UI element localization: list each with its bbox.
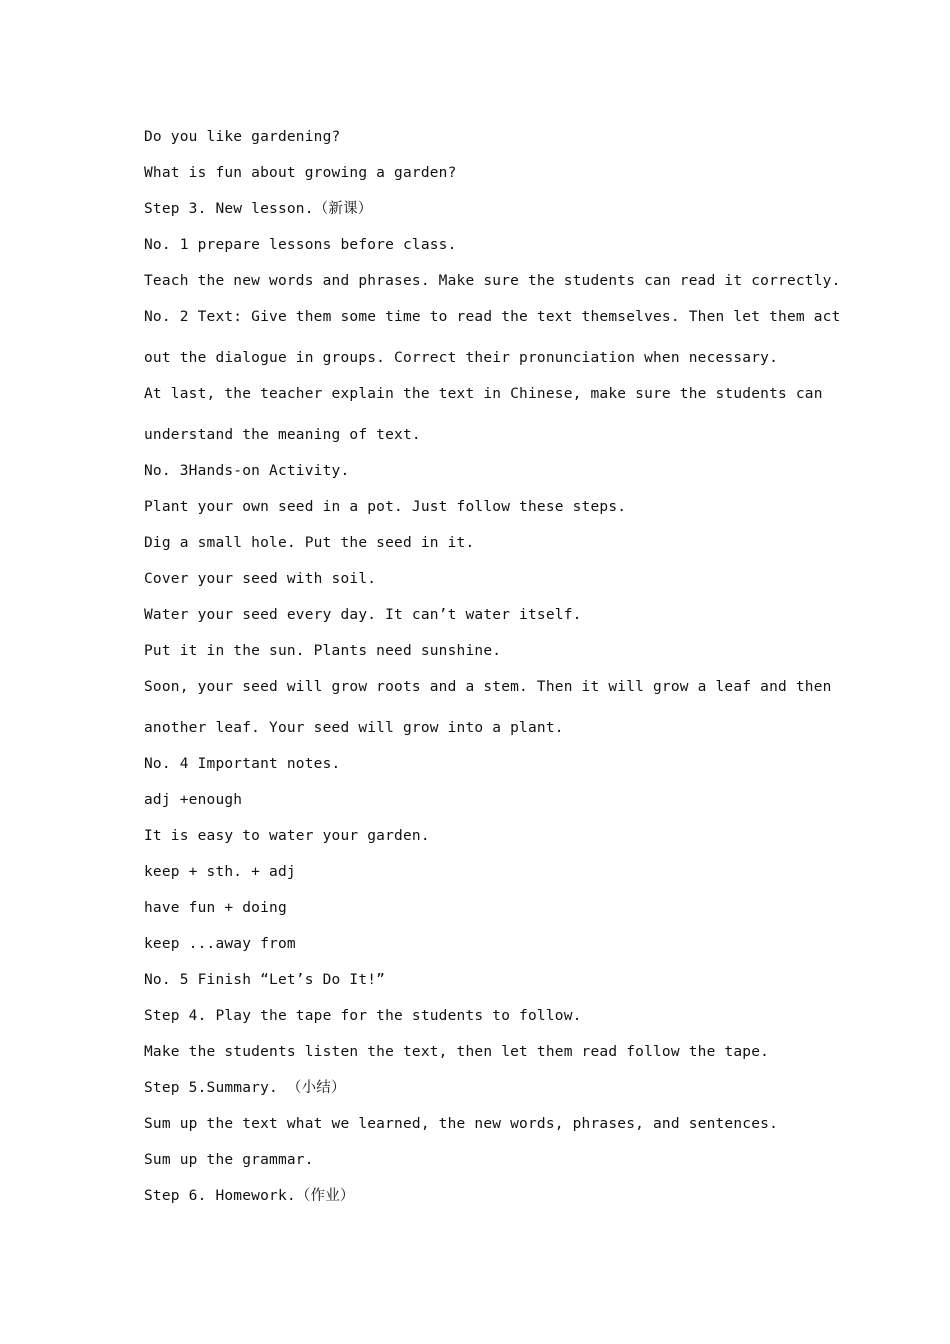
text-line: another leaf. Your seed will grow into a plant.	[144, 720, 564, 736]
text-line: No. 3Hands-on Activity.	[144, 463, 350, 479]
text-line: What is fun about growing a garden?	[144, 165, 457, 181]
text-line: Teach the new words and phrases. Make sure the students can read it correctly.	[144, 273, 841, 289]
step-heading: Step 4. Play the tape for the students to follow.	[144, 1008, 582, 1024]
text-line: keep ...away from	[144, 936, 296, 952]
text-line: Water your seed every day. It can’t water itself.	[144, 607, 582, 623]
text-line: At last, the teacher explain the text in Chinese, make sure the students can	[144, 386, 823, 402]
text-line: have fun + doing	[144, 900, 287, 916]
text-line: No. 5 Finish “Let’s Do It!”	[144, 972, 386, 988]
text-line: No. 4 Important notes.	[144, 756, 341, 772]
text-line: Plant your own seed in a pot. Just follow these steps.	[144, 499, 627, 515]
text-line: Sum up the grammar.	[144, 1152, 314, 1168]
text-line: Make the students listen the text, then let them read follow the tape.	[144, 1044, 770, 1060]
text-line: Soon, your seed will grow roots and a stem. Then it will grow a leaf and then	[144, 679, 832, 695]
step-heading: Step 3. New lesson.（新课）	[144, 201, 373, 217]
text-line: Put it in the sun. Plants need sunshine.	[144, 643, 502, 659]
text-line: Dig a small hole. Put the seed in it.	[144, 535, 475, 551]
step-heading: Step 6. Homework.（作业）	[144, 1188, 355, 1204]
text-line: Do you like gardening?	[144, 129, 341, 145]
text-line: No. 2 Text: Give them some time to read the text themselves. Then let them act	[144, 309, 841, 325]
text-line: out the dialogue in groups. Correct their pronunciation when necessary.	[144, 350, 779, 366]
text-line: It is easy to water your garden.	[144, 828, 430, 844]
text-line: adj +enough	[144, 792, 243, 808]
text-line: understand the meaning of text.	[144, 427, 421, 443]
text-line: Sum up the text what we learned, the new words, phrases, and sentences.	[144, 1116, 779, 1132]
text-line: Cover your seed with soil.	[144, 571, 377, 587]
step-heading: Step 5.Summary. （小结）	[144, 1080, 346, 1096]
text-line: No. 1 prepare lessons before class.	[144, 237, 457, 253]
text-line: keep + sth. + adj	[144, 864, 296, 880]
